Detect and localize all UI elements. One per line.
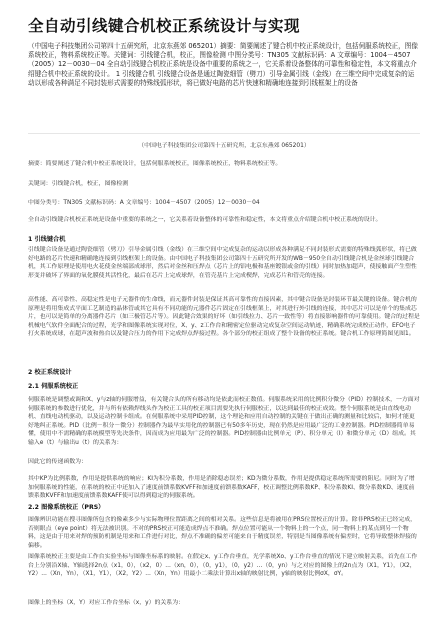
divider (28, 133, 420, 134)
section-2-1-heading: 2.1 伺服系统校正 (28, 383, 79, 390)
page-title: 全自动引线键合机校正系统设计与实现 (28, 17, 301, 35)
section-1-heading: 1 引线键合机 (28, 236, 66, 243)
summary: 摘要：简要阐述了键合机中校正系统设计，包括伺服系统校正，图像系统校正，物料系统校正等。 (28, 161, 282, 167)
clc-line: 中图分类号：TN305 文献标识码：A 文章编号：1004－4507（2005）12－0030－04 (28, 200, 260, 206)
section-2-2-paragraph-2: 图像系统校正主要是由工作台实验坐标与图像坐标系的映射。在假定x、y工作台垂直，光学系统Xo、y工作台垂直的情况下建立映射关系，首先在工作台上分别沿X轴、Y轴选择2n点（x1，0），（x2，0）...（xn，0），（0，y1），（0，y2）...（0，yn）与之对应的图像上的2n点为（X1，Y1），（X2，Y2）...（Xn，Yn），（X1，Y1），（X2，Y2）...（Xn，Yn）用最小二乘法计算出x轴的映射比例，y轴的映射比例σX，σY。 (28, 554, 418, 578)
section-2-heading: 2 校正系统设计 (28, 369, 72, 376)
section-2-1-paragraph-1: 伺服系统是调整或调和X、y与z轴的伺服增益，有关键合头的所有移动均是依此而校正数值。伺服系统采用的比例积分微分（PID）控制技术，一方面对伺服系统的参数进行优化，并与所有依赖焊线头作为校正工具的校正项目需要先执行伺服校正，以达到最佳的校正成效。整个伺服系统是由直线电动机、直线电动机驱动，以及运动控制卡组成。在伺服系统中采用PID控制，这个理论和应用自动控制的关键在于做出正确的测量和比较后，如何才能更好地纠正系统。PID（比例－积分－微分）控制器作为最早实用化的控制器已有50多年历史，现在仍然是应用最广泛的工业控制器。PID控制器简单易懂，使用中不需精确的系统模型等先决条件，因而成为应用最为广泛的控制器。PID控制器由比例单元（P）、积分单元（I）和微分单元（D）组成。其输入e（t）与输出u（t）的关系为： (28, 397, 420, 446)
section-2-1-paragraph-3: 其中KP为比例系数，作用是提供系统的响应；KI为积分系数，作用是消除稳态误差；KD为微分系数，作用是提供稳定系统所需要的阻尼。同时为了增加伺服系统的性能，在系统的校正中还加入了速度前馈系数KVFF和加速度前馈系数KAFF，校正调整比例系数KP、积分系数KI、微分系数KD、速度前馈系数KVFF和加速度前馈系数KAFF使可以得到稳定的伺服系统。 (28, 476, 415, 500)
section-1-paragraph-1: 引线键合设备是通过陶瓷细管（劈刀）引导金属引线（金线）在三维空间中完成复杂的运动以形成各种满足不同封装形式需要的特殊线弧形状，将已做好电路的芯片快速和精确地连接到引线框架上的设备。由中国电子科技集团公司第四十五研究所开发的WB－950全自动引线键合机是金丝球引线键合机，其工作原理是使用电火花使金丝端部成球形，然后对金丝和压焊点（芯片上的铝电极和基座镀银或金的引线）同时加热加超声，使接触面产生塑性形变并破坏了界面的氧化膜使其活性化，最后在芯片上完成球焊，在管壳基片上完成楔焊，完成芯片和管壳的连接。 (28, 247, 417, 279)
keywords: 关键词：引线键合机，校正，图像检测 (28, 181, 129, 187)
section-1-paragraph-2: 高性能、高可靠性、高稳定性是电子元器件的生命线，而元器件封装是保证其高可靠性的直接因素，其中键合设备是封装环节最关键的设备。键合机的原理是将用集成式平面工艺制造的晶体管或其它具有不同功能的元器件芯片固定在引线框架上，对其进行外引线的连接，其中芯片可以是单个的集成芯片，也可以是简单的分离器件芯片（如三极管芯片等）。因此键合效果的好坏（如引线拉力、芯片一致性等）将直接影响器件的可靠使用。键合的过程是机械电气软件全面配合的过程，光学和图像系统实现对位，X、y、z工作台和精密定位驱动完成复杂空间运动轨迹，精确系统完成校正动作，EFO电子打火系统成球，在超声波和热台以及键合压力的作用下完成焊点焊接过程。各个部分的校正组成了整个设备的校正系统。键合机工作原理简图见图1。 (28, 297, 420, 338)
section-2-2-paragraph-1: 图像辨识功能在搜寻图像所包含的像素多少与实际物理位置距离之间的相对关系。这些信息是将被用在PRS位置校正的计算。除非PRS校正已经完成，否则眼点（eye point）将无法被识别。不对的PRS校正可能造成焊点不准确。焊点位置可能从一个物料上的一个点，同一物料上的某点到另一个物料，这是由于用来对焊的预防机制是用来和工件进行对比，焊点不准确的偏差可能来自于精度误差，特别是当图像系统有偏差时，它将导致整体焊接的偏移。 (28, 517, 417, 549)
intro-paragraph: 全自动引线键合机校正系统是设备中重要的系统之一，它关系着设备整体的可靠性和稳定性，本文将重点介绍键合机中校正系统的设计。 (28, 217, 382, 223)
section-2-2-paragraph-3: 图像上的坐标（X，Y）对应工作台坐标（x，y）的关系为： (28, 600, 184, 606)
abstract-paragraph: （中国电子科技集团公司第四十五研究所，北京东燕郊 065201）摘要：简要阐述了键合机中校正系统设计，包括伺服系统校正，图像系统校正，物料系统校正等。关键词：引线键合机，校正，图像检测 中图分类号：TN305 文献标识码：A 文章编号：1004－4507（2005）12－0030－04 全自动引线键合机校正系统是设备中重要的系统之一，它关系着设备整体的可靠性和稳定性，本文将重点介绍键合机中校正系统的设计。 1 引线键合机 引线键合设备是通过陶瓷细管（劈刀）引导金属引线（金线）在三维空间中完成复杂的运动以形成各种满足不同封装形式需要的特殊线弧形状，将已做好电路的芯片快速和精确地连接到引线框架上的设备 (28, 42, 418, 87)
section-2-1-paragraph-2: 因此它的传递函数为： (28, 459, 87, 465)
section-2-2-heading: 2.2 图像系统校正（PRS） (28, 504, 105, 511)
org-line: （中国电子科技集团公司第四十五研究所，北京东燕郊 065201） (138, 143, 310, 149)
